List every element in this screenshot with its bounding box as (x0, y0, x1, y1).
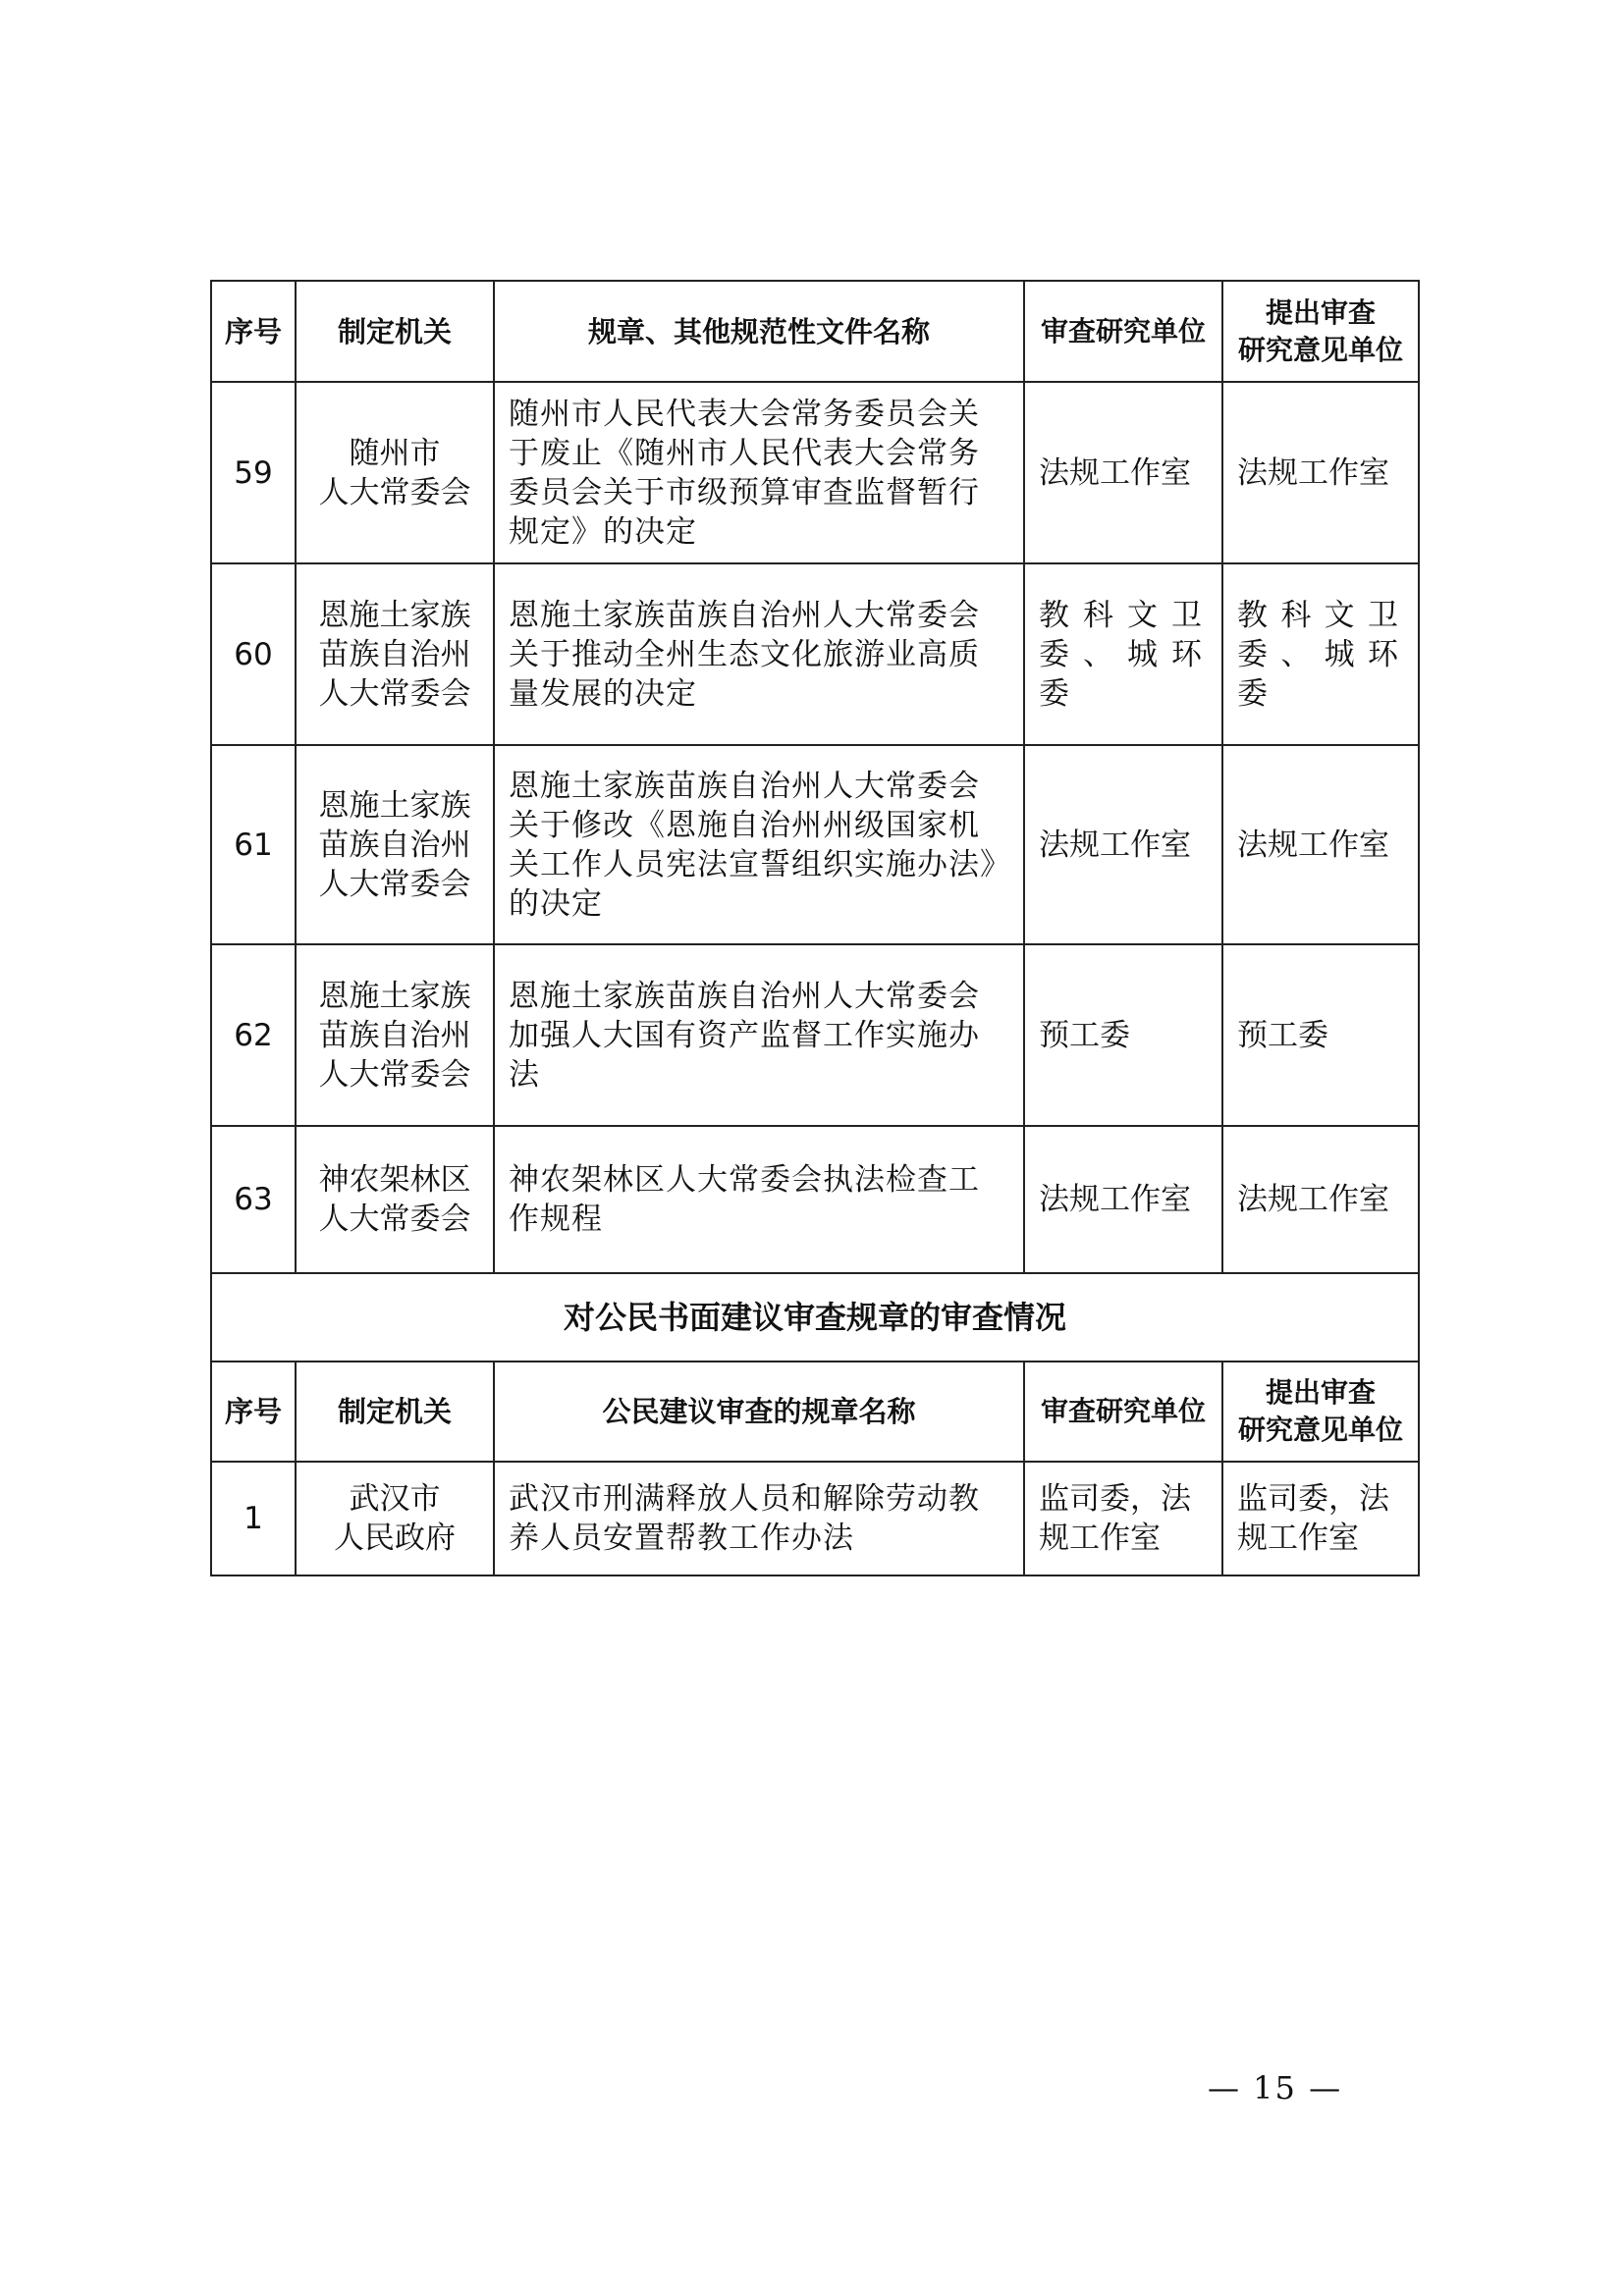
row-org-line: 人大常委会 (318, 474, 471, 510)
row-title: 恩施土家族苗族自治州人大常委会加强人大国有资产监督工作实施办法 (494, 944, 1024, 1126)
header-title: 公民建议审查的规章名称 (494, 1362, 1024, 1462)
row-review-unit: 监司委，法规工作室 (1024, 1462, 1222, 1575)
row-org-line: 人大常委会 (318, 675, 471, 712)
header-title: 规章、其他规范性文件名称 (494, 281, 1024, 382)
row-org-line: 恩施土家族 (318, 597, 471, 633)
row-org (296, 944, 494, 1126)
row-org-line: 神农架林区 (318, 1162, 471, 1198)
table-row (211, 944, 1419, 1126)
table-row (211, 382, 1419, 563)
table-row (211, 563, 1419, 745)
header-no: 序号 (211, 1362, 296, 1462)
row-org-line: 人大常委会 (318, 1201, 471, 1237)
row-org-line: 恩施土家族 (318, 787, 471, 824)
row-review-unit: 预工委 (1024, 944, 1222, 1126)
header-org: 制定机关 (296, 1362, 494, 1462)
table-row (211, 1462, 1419, 1575)
row-no: 62 (211, 944, 296, 1126)
row-proposing-unit: 预工委 (1222, 944, 1419, 1126)
header-review-unit: 审查研究单位 (1024, 1362, 1222, 1462)
table-row (211, 1126, 1419, 1273)
row-org (296, 1462, 494, 1575)
row-no: 59 (211, 382, 296, 563)
header-proposing-unit (1222, 1362, 1419, 1462)
row-org-line: 苗族自治州 (318, 827, 471, 863)
row-review-unit: 法规工作室 (1024, 745, 1222, 944)
row-no: 60 (211, 563, 296, 745)
row-no: 1 (211, 1462, 296, 1575)
header-org: 制定机关 (296, 281, 494, 382)
header-proposing-unit-line1: 提出审查 (1265, 1376, 1376, 1409)
row-org (296, 1126, 494, 1273)
section-header-row (211, 1362, 1419, 1462)
row-proposing-unit: 监司委，法规工作室 (1222, 1462, 1419, 1575)
row-proposing-unit: 法规工作室 (1222, 745, 1419, 944)
row-proposing-unit: 法规工作室 (1222, 1126, 1419, 1273)
row-title: 恩施土家族苗族自治州人大常委会关于推动全州生态文化旅游业高质量发展的决定 (494, 563, 1024, 745)
row-proposing-unit: 教科文卫委、城环委 (1222, 563, 1419, 745)
row-org-line: 苗族自治州 (318, 636, 471, 672)
row-org (296, 563, 494, 745)
table-row (211, 745, 1419, 944)
row-org (296, 382, 494, 563)
row-org-line: 苗族自治州 (318, 1017, 471, 1053)
section-title-row (211, 1273, 1419, 1362)
section-title: 对公民书面建议审查规章的审查情况 (211, 1273, 1419, 1362)
row-org-line: 人民政府 (334, 1521, 456, 1556)
header-proposing-unit (1222, 281, 1419, 382)
row-proposing-unit: 法规工作室 (1222, 382, 1419, 563)
header-no: 序号 (211, 281, 296, 382)
row-title: 随州市人民代表大会常务委员会关于废止《随州市人民代表大会常务委员会关于市级预算审查监督暂行规定》的决定 (494, 382, 1024, 563)
row-org-line: 随州市 (349, 435, 441, 471)
header-proposing-unit-line1: 提出审查 (1265, 295, 1376, 329)
table-header-row (211, 281, 1419, 382)
page-number: — 15 — (1208, 2069, 1343, 2107)
row-org-line: 恩施土家族 (318, 978, 471, 1014)
review-table (210, 280, 1420, 1576)
row-org (296, 745, 494, 944)
header-proposing-unit-line2: 研究意见单位 (1237, 333, 1403, 366)
header-review-unit: 审查研究单位 (1024, 281, 1222, 382)
row-title: 神农架林区人大常委会执法检查工作规程 (494, 1126, 1024, 1273)
row-org-line: 人大常委会 (318, 866, 471, 902)
row-org-line: 人大常委会 (318, 1056, 471, 1093)
row-review-unit: 法规工作室 (1024, 1126, 1222, 1273)
row-review-unit: 法规工作室 (1024, 382, 1222, 563)
header-proposing-unit-line2: 研究意见单位 (1237, 1414, 1403, 1446)
row-no: 61 (211, 745, 296, 944)
row-no: 63 (211, 1126, 296, 1273)
row-title: 武汉市刑满释放人员和解除劳动教养人员安置帮教工作办法 (494, 1462, 1024, 1575)
row-review-unit: 教科文卫委、城环委 (1024, 563, 1222, 745)
row-title: 恩施土家族苗族自治州人大常委会关于修改《恩施自治州州级国家机关工作人员宪法宣誓组织实施办法》的决定 (494, 745, 1024, 944)
row-org-line: 武汉市 (349, 1481, 441, 1517)
